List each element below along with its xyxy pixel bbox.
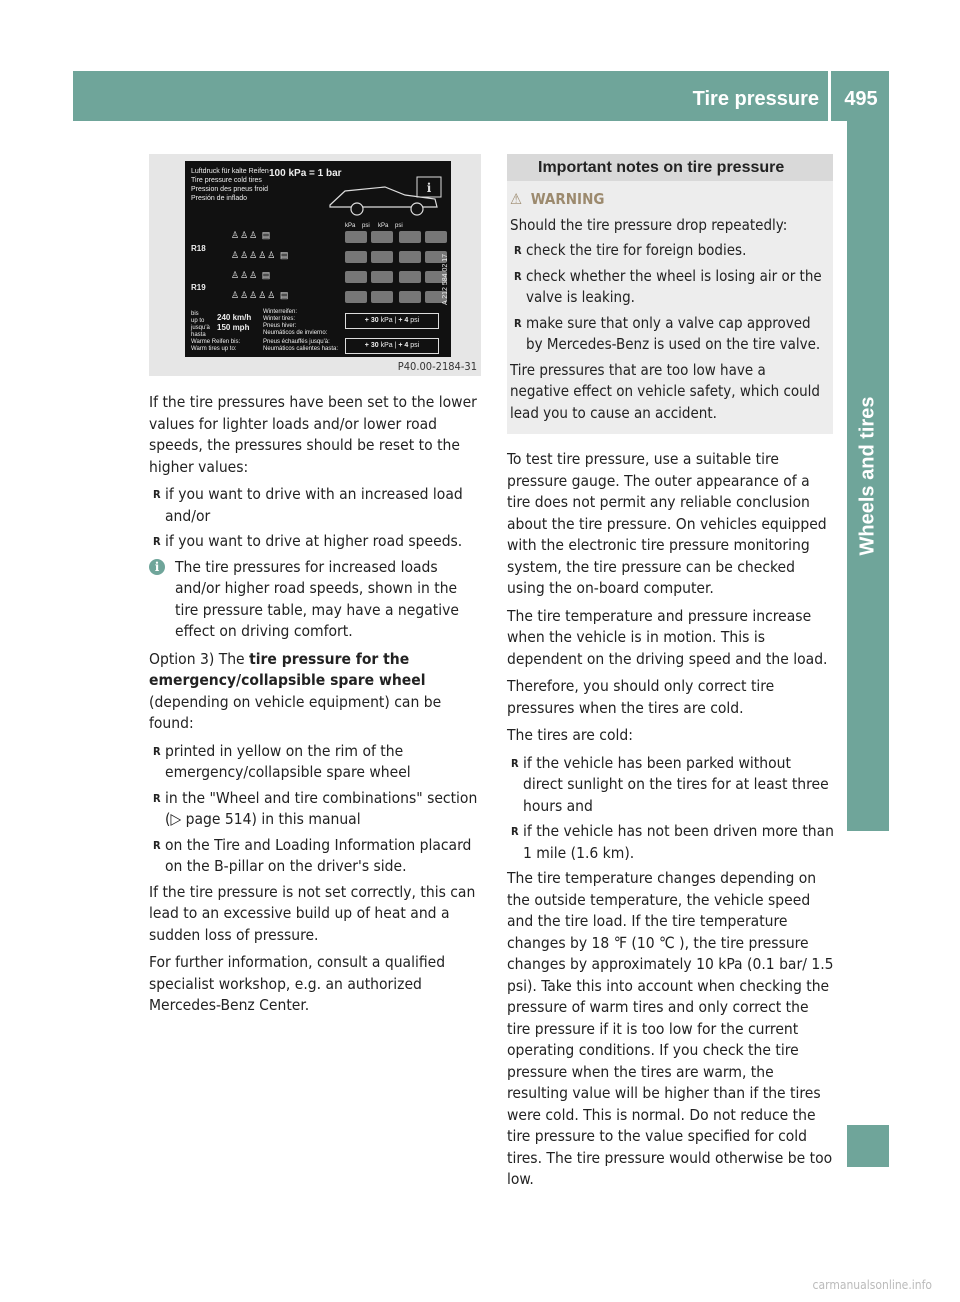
notes-heading: Important notes on tire pressure [507, 154, 833, 181]
bullet-item: R check the tire for foreign bodies. [510, 240, 827, 262]
option-prefix: Option 3) The [149, 649, 250, 668]
plate-line: Pression des pneus froid [191, 186, 269, 193]
pressure-cell [371, 231, 393, 243]
warm-label: Neumáticos calientes hasta: [263, 346, 339, 352]
bullet-item: R on the Tire and Loading Information placard on the B-pillar on the driver's side. [149, 835, 483, 878]
pressure-cell [399, 231, 421, 243]
bullet-item: R if the vehicle has been parked without direct sunlight on the tires for at least three hours and [507, 753, 835, 818]
unit-label: kPa [345, 223, 356, 229]
info-text: The tire pressures for increased loads and/or higher road speeds, shown in the tire pressure table, may have a negative effect on driving comfort. [175, 557, 459, 640]
side-marker [847, 1125, 889, 1167]
paragraph: For further information, consult a qualified specialist workshop, e.g. an authorized Mercedes-Benz Center. [149, 953, 446, 1014]
plate-line: Presión de inflado [191, 195, 248, 202]
row-label-r19: R19 [191, 283, 206, 292]
plate-title-lines [191, 167, 269, 203]
plate-equation: 100 kPa = 1 bar [269, 168, 342, 179]
paragraph: The tire temperature changes depending on the outside temperature, the vehicle speed and the tire load. If the tire temperature changes by 18 ℉ (10 ℃ ), the tire pressure changes by approximately 10 kPa (0.1 bar/ 1.5 psi). Take this into account when checking the pressure of warm tires and only correct the tire pressure if it is too low for the current operating conditions. If you check the tire pressure when the tires are warm, the resulting value will be higher than if the tires were cold. This is normal. Do not reduce the tire pressure to the value specified for cold tires. The tire pressure would otherwise be too low. [507, 869, 834, 1188]
warning-text: WARNING [530, 190, 605, 208]
speed-line: hasta [191, 332, 206, 338]
tire-pressure-label-figure [149, 154, 481, 376]
right-column [507, 449, 835, 1197]
left-column [149, 392, 483, 1023]
warning-outro: Tire pressures that are too low have a negative effect on vehicle safety, which could lead you to cause an accident. [510, 360, 820, 422]
car-silhouette-icon [325, 175, 445, 219]
adder-psi: + 4 [398, 342, 409, 349]
plate-line: Tire pressure cold tires [191, 177, 262, 184]
warm-label: Warme Reifen bis: [191, 339, 241, 345]
paragraph: To test tire pressure, use a suitable tire pressure gauge. The outer appearance of a tire does not permit any reliable conclusion about the tire pressure. On vehicles equipped with the electronic tire pressure monitoring system, the tire pressure can be checked using the on-board computer. [507, 450, 827, 597]
winter-label: Winter tires: [263, 316, 296, 322]
bullet-item: R if you want to drive at higher road speeds. [149, 531, 483, 553]
adder-kpa: + 30 [364, 342, 379, 349]
bullet-item: R make sure that only a valve cap approved by Mercedes-Benz is used on the tire valve. [510, 313, 827, 356]
warm-adder-box: + 30 kPa | + 4 psi [345, 338, 439, 354]
paragraph: If the tire pressures have been set to the lower values for lighter loads and/or lower road speeds, the pressures should be reset to the higher values: [149, 393, 477, 476]
pressure-cell [345, 251, 367, 263]
plate-units [345, 222, 455, 231]
bullet-item: R if the vehicle has not been driven more than 1 mile (1.6 km). [507, 821, 835, 864]
header-separator [828, 71, 831, 121]
row-label-r18: R18 [191, 244, 206, 253]
page-reference-link[interactable]: in the "Wheel and tire combinations" section (▷ page 514) in this manual [165, 788, 478, 828]
speed-kmh: 240 km/h [217, 313, 252, 322]
paragraph: Therefore, you should only correct tire pressures when the tires are cold. [507, 677, 775, 717]
warm-label: Pneus échauffés jusqu'à: [263, 339, 330, 345]
pressure-cell [399, 291, 421, 303]
paragraph: If the tire pressure is not set correctly, this can lead to an excessive build up of heat and a sudden loss of pressure. [149, 882, 476, 944]
adder-kpa-unit: kPa [380, 342, 393, 349]
winter-label: Pneus hiver: [263, 323, 297, 329]
plate-line: Luftdruck für kalte Reifen [191, 168, 269, 175]
speed-values [217, 313, 251, 333]
speed-lines [191, 311, 210, 339]
info-icon: i [149, 559, 165, 575]
warm-label: Warm tires up to: [191, 346, 237, 352]
part-number-wrap [441, 227, 451, 307]
unit-label: psi [395, 223, 403, 229]
info-note [149, 557, 483, 643]
passenger-load-icon: ♙♙♙ ▤ [231, 270, 272, 280]
warm-labels [191, 339, 240, 353]
winter-label: Neumáticos de invierno: [263, 330, 328, 336]
figure-caption: P40.00-2184-31 [397, 360, 477, 373]
paragraph: The tires are cold: [507, 726, 633, 744]
winter-adder-box: + 30 kPa | + 4 psi [345, 313, 439, 329]
pressure-cell [371, 271, 393, 283]
adder-kpa-unit: kPa [380, 317, 393, 324]
part-number: A 212 584 02 17 [442, 254, 449, 305]
option-suffix: (depending on vehicle equipment) can be found: [149, 692, 442, 732]
page-header [73, 71, 889, 121]
winter-label: Winterreifen: [263, 309, 298, 315]
pressure-cell [371, 251, 393, 263]
warning-content [507, 181, 833, 424]
option-paragraph [149, 649, 483, 735]
warning-label [510, 189, 827, 211]
warning-intro: Should the tire pressure drop repeatedly: [510, 215, 788, 234]
winter-labels [263, 309, 327, 337]
pressure-cell [399, 251, 421, 263]
tire-pressure-plate [185, 161, 451, 357]
speed-mph: 150 mph [217, 323, 250, 332]
unit-label: psi [362, 223, 370, 229]
speed-line: bis [191, 311, 199, 317]
full-load-icon: ♙♙♙♙♙ ▤ [231, 250, 290, 260]
warning-triangle-icon: ⚠ [510, 190, 523, 208]
passenger-load-icon: ♙♙♙ ▤ [231, 230, 272, 240]
adder-psi: + 4 [398, 317, 409, 324]
warm-labels-2 [263, 339, 338, 353]
pressure-cell [345, 231, 367, 243]
speed-line: jusqu'à [191, 325, 210, 331]
pressure-cell [345, 271, 367, 283]
adder-psi-unit: psi [410, 342, 420, 349]
unit-label: kPa [378, 223, 389, 229]
bullet-item[interactable] [149, 788, 483, 831]
page-number: 495 [844, 88, 878, 110]
pressure-cell [399, 271, 421, 283]
full-load-icon: ♙♙♙♙♙ ▤ [231, 290, 290, 300]
pressure-cell [345, 291, 367, 303]
bullet-item: R if you want to drive with an increased load and/or [149, 484, 483, 527]
side-tab-label: Wheels and tires [856, 396, 879, 556]
important-notes-box [507, 154, 833, 434]
pressure-cell [371, 291, 393, 303]
watermark: carmanualsonline.info [812, 1278, 932, 1292]
bullet-item: R printed in yellow on the rim of the emergency/collapsible spare wheel [149, 741, 483, 784]
section-title: Tire pressure [692, 88, 819, 110]
speed-line: up to [191, 318, 205, 324]
svg-text:i: i [426, 181, 432, 195]
adder-psi-unit: psi [410, 317, 420, 324]
bullet-item: R check whether the wheel is losing air or the valve is leaking. [510, 266, 827, 309]
option-bold: tire pressure for the emergency/collapsible spare wheel [149, 649, 426, 689]
side-tab [847, 121, 889, 831]
adder-kpa: + 30 [364, 317, 379, 324]
paragraph: The tire temperature and pressure increase when the vehicle is in motion. This is dependent on the driving speed and the load. [507, 606, 828, 668]
